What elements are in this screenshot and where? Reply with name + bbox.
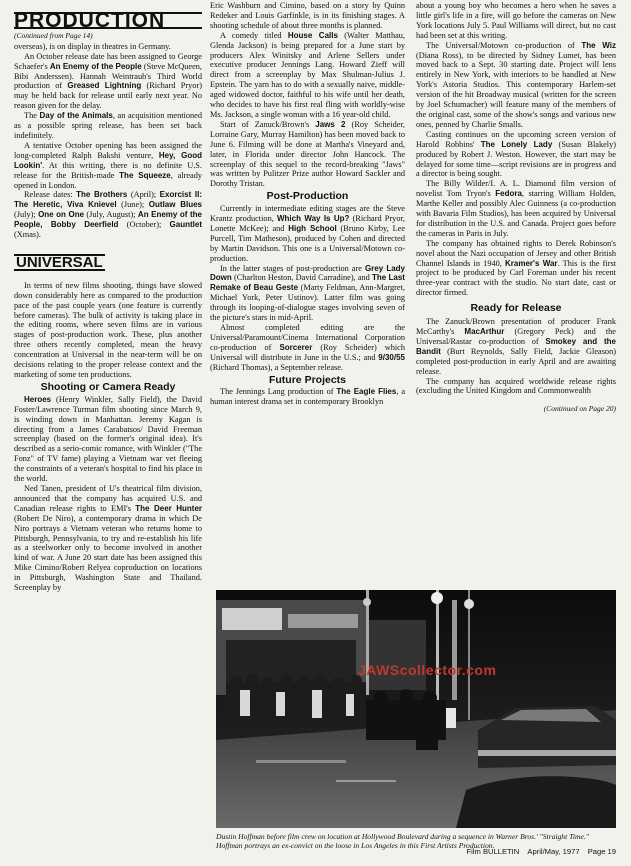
paragraph: A comedy titled House Calls (Walter Matthau, Glenda Jackson) is being prepared for a June start by producers Alex Winitsky and Arlene Sellers under executive producer Jennings Lang. Howard Zieff will direct from a screenplay by Max Shulman-Julius J. Epstein. The yarn has to do with a sexually naive, middle-aged widowed doctor, faithful to his wife until her death, who decides to have his first real fling with worldly-wise Ms. Jackson, a single woman with a 16 year-old child. [210,30,406,119]
paragraph: The Jennings Lang production of The Eagle Flies, a human interest drama set in contemporary Brooklyn [210,387,405,407]
paragraph: Casting continues on the upcoming screen version of Harold Robbins' The Lonely Lady (Susan Blakely) produced by Robert J. Weston. However, the start may be delayed for some time—script revisions are in progress and a director is being sought. [416,129,616,179]
watermark: JAWScollector.com [358,662,497,678]
paragraph: The company has acquired worldwide release rights (excluding the United Kingdom and Commonwealth [416,376,616,396]
paragraph: Heroes (Henry Winkler, Sally Field), the David Foster/Lawrence Turman film shooting since March 9, is winding down in Manhattan. Jeremy Kagan is directing from a James Carabatsos/ David Freeman screenplay (based on the former's original idea). It's described as a serio-comic romance, with Winkler ("The Fonz" of TV fame) playing a Vietnam war vet fleeing the constraints of a veteran's hospital to find his place in the world. [14,394,202,484]
paragraph: In the latter stages of post-production are Grey Lady Down (Charlton Heston, David Carradine), and The Last Remake of Beau Geste (Marty Feldman, Ann-Margret, Michael York, Peter Ustinov). Latter film was going through its looping-of-dialogue stages involving seven of the picture's stars in mid-April. [210,263,405,323]
paragraph: The Billy Wilder/I. A. L. Diamond film version of novelist Tom Tryon's Fedora, starring William Holden, Marthe Keller and possibly Alec Guinness (a co-production with Bavaria Film Studios), has been acquired by Universal for distribution in the U.S. and Canada. Project goes before the cameras in Paris in July. [416,179,616,238]
column-right [416,1,616,414]
paragraph: Currently in intermediate editing stages are the Steve Krantz production, Which Way Is Up? (Richard Pryor, Lonette McKee); and High School (Bruno Kirby, Lee Purcell, Tim Matheson), produced by Cohen and directed by Martin Davidson. This one is a Universal/Motown co-production. [210,204,405,263]
paragraph: overseas), is on display in theatres in Germany. [14,41,171,51]
publication-name: Film BULLETIN [466,847,520,856]
paragraph: A tentative October opening has been assigned the long-completed Ralph Bakshi venture, Hey, Good Lookin'. At this writing, there is no definite U.S. release for the British-made The Squeeze, already opened in London. [14,140,203,190]
continued-on-note: (Continued on Page 20) [543,404,616,414]
page-footer [456,847,616,856]
paragraph: In terms of new films shooting, things have slowed down considerably here as compared to the production pace of the past couple years (one feature is currently before cameras). The bulk of activity is taking place in the editing rooms, where seven films are in various stages of post-production work. These, plus another three others recently completed, mean the heavy concentration at Universal in the near-term will be on decisions relating to the proper release context and the marketing of some ten productions. [14,280,202,379]
film-location-photo [216,590,616,828]
paragraph: about a young boy who becomes a hero when he saves a little girl's life in a fire, will go before the cameras on New York locations July 5. Paul Williams will direct, but no cast had been set at this writing. [416,1,616,40]
paragraph: The company has obtained rights to Derek Robinson's novel about the Nazi occupation of Jersey and other British Channel Islands in 1940, Kramer's War. This is the first project to be produced by Carl Foreman under his recent three-year contract with the studio. No start date, cast or director firmed. [416,238,617,298]
paragraph: Start of Zanuck/Brown's Jaws 2 (Roy Scheider, Lorraine Gary, Murray Hamilton) has been moved back to June 6. Filming will be done at Martha's Vineyard and, later, in Florida under director John Hancock. The screenplay of this sequel to the record-breaking "Jaws" was written by Pulitzer Prize author Howard Sackler and Dorothy Tristan. [210,119,405,189]
column-middle [210,1,405,407]
section-heading-universal: UNIVERSAL [16,253,103,271]
paragraph: Release dates: The Brothers (April); Exorcist II: The Heretic, Viva Knievel (June); Outlaw Blues (July); One on One (July, August); An Enemy of the People, Bobby Deerfield (October); Gauntlet (Xmas). [14,190,202,240]
paragraph: The Zanuck/Brown presentation of producer Frank McCarthy's MacArthur (Gregory Peck) and the Universal/Rastar co-production of Smokey and the Bandit (Burt Reynolds, Sally Field, Jackie Gleason) completed post-production in early April and are awaiting release. [416,317,616,376]
paragraph: Ned Tanen, president of U's theatrical film division, announced that the company has acquired U.S. and Canadian release rights to EMI's The Deer Hunter (Robert De Niro), a contemporary drama in which De Niro portrays a Vietnam veteran who returns home to Pittsburgh, Pennsylvania, to try and re-establish his life as a steelworker only to become involved in another kind of war. A June 20 start date has been assigned this Mike Cimino/Robert Relyea coproduction on locations in Pittsburgh, Washington State and Thailand. Screenplay by [14,483,202,593]
subheading-future-projects: Future Projects [268,373,347,386]
page-number: Page 19 [587,847,616,856]
continued-from-note: (Continued from Page 14) [14,30,93,40]
photo-caption: Dustin Hoffman before film crew on location at Hollywood Boulevard during a sequence in Warner Bros.' "Straight Time." Hoffman portrays an ex-convict on the loose in Los Angeles in this First Artists Production. [216,832,589,850]
column-left [14,9,203,593]
paragraph: The Universal/Motown co-production of The Wiz (Diana Ross), to be directed by Sidney Lumet, has been moved back to a Sept. 30 starting date. Project will lens entirely in New York, with interiors to be handled at New York's Astoria Studios. This contemporary Harlem-set version of the hit Broadway musical (written for the screen by Joel Schumacher) will feature many of the members of the original cast, some of the show's songs and various new ones, penned by Charlie Smalls. [416,40,616,129]
paragraph: The Day of the Animals, an acquisition mentioned as a possible spring release, has been set back indefinitely. [14,111,203,140]
paragraph: Eric Washburn and Cimino, based on a story by Quinn Redeker and Louis Garfinkle, is in its finishing stages. A shooting schedule of about three months is planned. [210,1,405,30]
subheading-shooting: Shooting or Camera Ready [40,380,176,393]
subheading-post-production: Post-Production [266,190,349,203]
street-scene-image [216,590,616,828]
subheading-ready-for-release: Ready for Release [470,302,562,315]
issue-date: April/May, 1977 [527,847,580,856]
paragraph: An October release date has been assigned to George Schaefer's An Enemy of the People (Steve McQueen, Bibi Anderssen). Hannah Weintraub's Third World production of Greased Lightning (Richard Pryor) may be held back for release until early next year. No reason given for the delay. [14,51,202,111]
section-heading-production: PRODUCTION [14,12,202,29]
paragraph: Almost completed editing are the Universal/Paramount/Cinema International Corporation co-production of Sorcerer (Roy Scheider) which Universal will distribute in June in the U.S.; and 9/30/55 (Richard Thomas), a September release. [210,323,405,372]
